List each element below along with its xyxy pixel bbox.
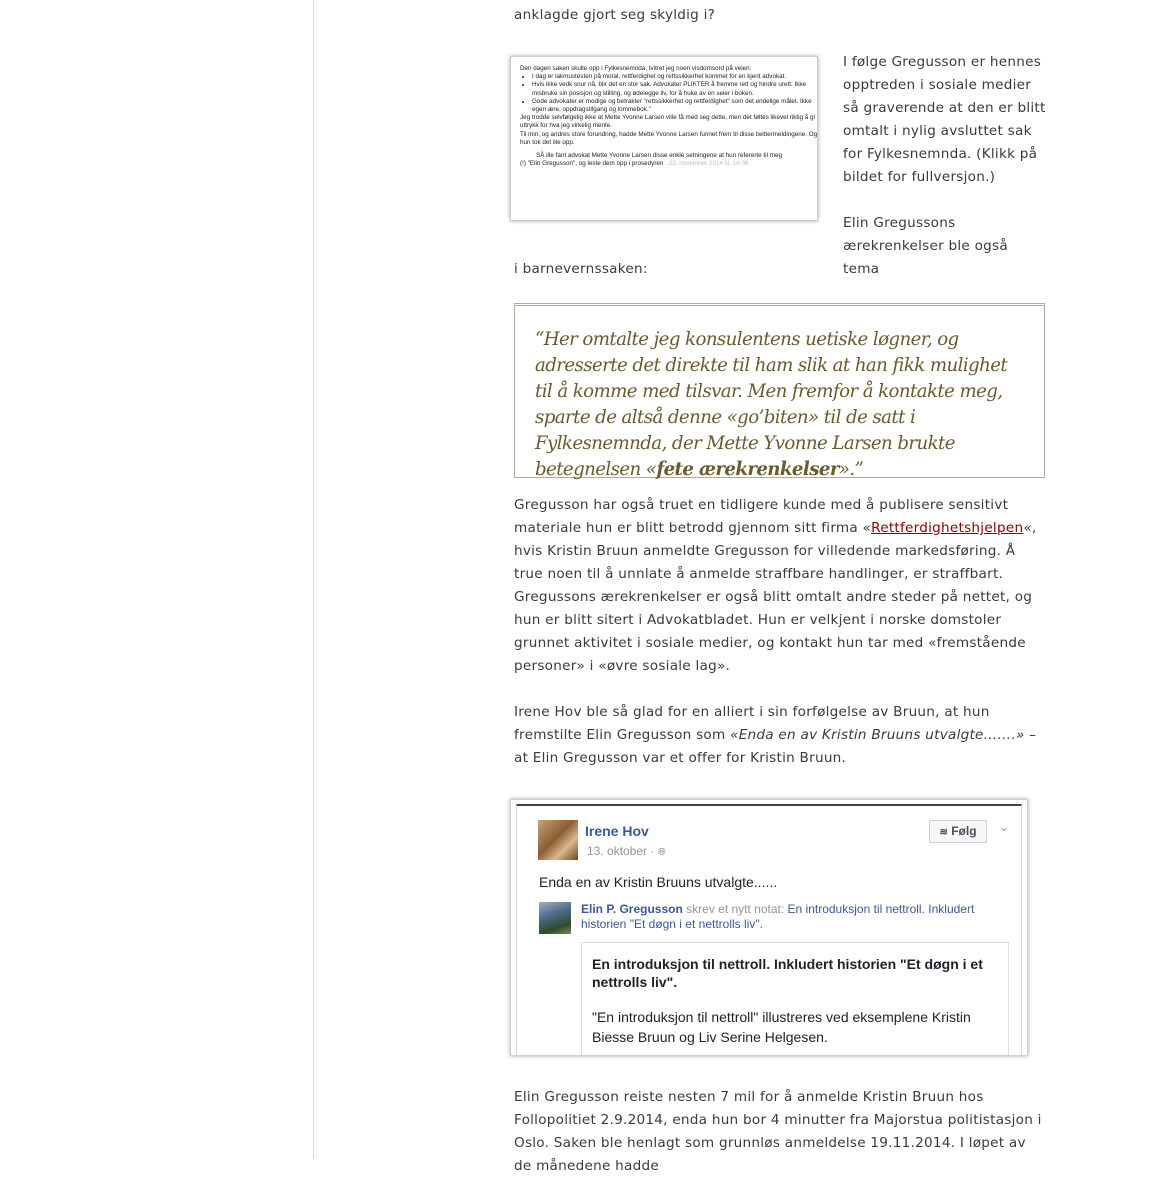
thumb-line: Jeg trodde selvfølgelig ikke at Mette Yvonne Larsen ville få med seg dette, men det føltes likevel riktig å gi uttrykk for hva jeg virkelig mente. xyxy=(520,114,815,130)
thumb-intro: Den dagen saken skulle opp i Fylkesnemnda, tvitret jeg noen visdomsord på veien: xyxy=(520,65,752,72)
paragraph-side-2-cont: i barnevernssaken: xyxy=(514,261,648,277)
thumb-line: SÅ ille fant advokat Mette Yvonne Larsen disse enkle setningene at hun refererte til meg xyxy=(536,152,782,160)
thumb-timestamp: 22. november 2014 kl. 16:38 xyxy=(668,160,749,168)
quote-text: “Her omtalte jeg konsulentens uetiske løgner, og adresserte det direkte til ham slik at han fikk mulighet til å komme med tilsvar. Men fremfor å kontakte meg, sparte de altså denne «go’biten» til de satt i Fylkesnemnda, der Mette Yvonne Larsen brukte betegnelsen «fete ærekrenkelser».” xyxy=(535,329,1008,480)
note-card-description: "En introduksjon til nettroll" illustreres ved eksemplene Kristin Biesse Bruun og Liv Serine Helgesen. xyxy=(592,1009,971,1045)
sidebar-border-inner xyxy=(316,0,317,1159)
follow-button[interactable]: ≋ Følg xyxy=(929,820,987,843)
thumb-bullet: • Gode advokater er modige og betrakter "rettssikkerhet og rettferdighet" som det endelige målet. Ikke egen ære, oppdragstilgang og lommebok." xyxy=(532,98,818,114)
paragraph-0: anklagde gjort seg skyldig i? xyxy=(514,7,716,23)
facebook-post-embed[interactable] xyxy=(510,799,1028,1056)
globe-icon: 🌐︎ xyxy=(657,847,666,858)
post-text: Enda en av Kristin Bruuns utvalgte...... xyxy=(539,874,778,890)
paragraph-3: Irene Hov ble så glad for en alliert i sin forfølgelse av Bruun, at hun fremstilte Elin Gregusson som «Enda en av Kristin Bruuns utvalgte…….» – at Elin Gregusson var et offer for Kristin Bruun. xyxy=(514,704,1037,766)
article-top xyxy=(514,4,1046,27)
paragraph-side-1: I følge Gregusson er hennes opptreden i sosiale medier så graverende at den er blitt omtalt i nylig avsluttet sak for Fylkesnemnda. (Klikk på bildet for fullversjon.) xyxy=(843,54,1046,185)
facebook-post-frame xyxy=(516,804,1022,1055)
side-paragraph xyxy=(843,51,1048,281)
article-bottom xyxy=(514,1086,1046,1178)
thumb-line: (!) "Elin Gregusson", og leste dem opp i prosedyren xyxy=(520,160,664,168)
note-card[interactable] xyxy=(581,942,1009,1056)
thumb-bullets xyxy=(520,73,818,114)
post-date[interactable]: 13. oktober · 🌐︎ xyxy=(587,844,666,858)
paragraph-4: Elin Gregusson reiste nesten 7 mil for å anmelde Kristin Bruun hos Follopolitiet 2.9.2014, enda hun bor 4 minutter fra Majorstua politistasjon i Oslo. Saken ble henlagt som grunnløs anmeldelse 19.11.2014. I løpet av de månedene hadde xyxy=(514,1089,1042,1174)
thumb-bullet: • Hvis ikke vedk snur nå, blir det en stor sak. Advokater PLIKTER å fremme rett og hindre urett. Ikke misbruke sin posisjon og stilling, og ødelegge liv, for å huke av en seier i boken. xyxy=(532,81,818,97)
paragraph-1: Gregusson har også truet en tidligere kunde med å publisere sensitivt materiale hun er blitt betrodd gjennom sitt firma «Rettferdighetshjelpen«, hvis Kristin Bruun anmeldte Gregusson for villedende markedsføring. Å true noen til å unnlate å anmelde straffbare handlinger, er straffbart. xyxy=(514,497,1037,582)
side-paragraph-continued xyxy=(514,258,1046,281)
thumb-line: Til min, og andres store forundring, hadde Mette Yvonne Larsen funnet frem til disse twittermeldingene. Og hun tok det ille opp. xyxy=(520,130,818,146)
paragraph-2: Gregussons ærekrenkelser er også blitt omtalt andre steder på nettet, og hun er blitt sitert i Advokatbladet. Hun er velkjent i norske domstoler grunnet aktivitet i sosiale medier, og kontakt hun tar med «fremstående personer» i «øvre sosiale lag». xyxy=(514,589,1033,674)
paragraph-side-2: Elin Gregussons ærekrenkelser ble også tema xyxy=(843,215,1008,277)
note-card-title: En introduksjon til nettroll. Inkludert historien "Et døgn i et nettrolls liv". xyxy=(592,956,983,990)
avatar[interactable] xyxy=(538,820,578,860)
sidebar-border xyxy=(313,0,314,1159)
poster-name[interactable]: Irene Hov xyxy=(585,823,649,839)
blog-screenshot-thumbnail[interactable] xyxy=(510,56,818,221)
rss-icon: ≋ xyxy=(939,827,948,838)
shared-avatar[interactable] xyxy=(539,902,571,934)
article-body xyxy=(514,494,1046,770)
shared-note-line: Elin P. Gregusson skrev et nytt notat: En introduksjon til nettroll. Inkludert historien "Et døgn i et nettrolls liv". xyxy=(581,902,975,931)
rettferdighetshjelpen-link[interactable]: Rettferdighetshjelpen xyxy=(871,520,1024,536)
shared-note-link[interactable]: En introduksjon til nettroll. Inkludert historien "Et døgn i et nettrolls liv". xyxy=(581,902,975,931)
thumb-bullet: • I dag er lakmustesten på moral, rettferdighet og rettssikkerhet kommet for en kjent advokat. xyxy=(532,73,818,81)
shared-author-link[interactable]: Elin P. Gregusson xyxy=(581,902,683,916)
blockquote xyxy=(514,303,1045,478)
chevron-down-icon[interactable]: ⌄ xyxy=(999,820,1010,834)
